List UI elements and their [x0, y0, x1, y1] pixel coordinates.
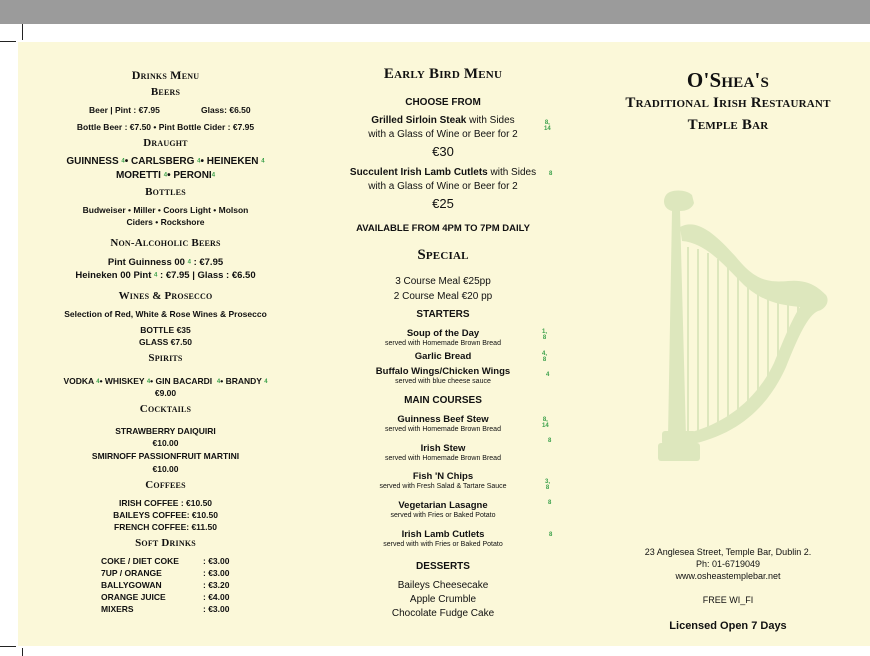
bottles-line-2: Ciders • Rockshore [126, 217, 205, 227]
draught-guinness: GUINNESS [66, 156, 119, 167]
allergen-code: 8 [548, 500, 552, 506]
soft-drink-row: MIXERS [101, 604, 134, 614]
beers-heading: Beers [150, 86, 181, 98]
wines-line: Selection of Red, White & Rose Wines & Prosecco [64, 309, 267, 319]
draught-heineken: HEINEKEN [206, 156, 259, 167]
main-name: Fish 'N Chips [412, 471, 474, 482]
soft-drink-row: BALLYGOWAN [101, 580, 162, 590]
crop-mark [0, 41, 16, 42]
coffee-2: BAILEYS COFFEE: €10.50 [113, 510, 218, 520]
cocktails-heading: Cocktails [139, 403, 192, 415]
bottles-line-1: Budweiser • Miller • Coors Light • Molson [82, 205, 249, 215]
brand-column [603, 42, 853, 646]
restaurant-location: Temple Bar [687, 117, 769, 133]
early-bird-title: Early Bird Menu [383, 66, 503, 82]
soft-drink-price: : €3.00 [203, 604, 230, 614]
early-item-2-price: €25 [432, 196, 454, 211]
early-item-2-desc: with a Glass of Wine or Beer for 2 [368, 181, 518, 192]
main-desc: served with Fresh Salad & Tartare Sauce [379, 483, 507, 490]
early-item-2: Succulent Irish Lamb Cutlets with Sides [349, 167, 537, 178]
starter-desc: served with Homemade Brown Bread [385, 340, 501, 347]
wifi-note: FREE WI_FI [702, 595, 754, 605]
main-name: Vegetarian Lasagne [398, 500, 488, 511]
main-desc: served with Fries or Baked Potato [390, 512, 496, 519]
draught-moretti: MORETTI [115, 170, 161, 181]
main-name: Guinness Beef Stew [397, 414, 489, 425]
starter-desc: served with blue cheese sauce [395, 378, 491, 385]
restaurant-name: O'Shea's [686, 68, 770, 92]
beer-pint-price: Beer | Pint : €7.95 [89, 105, 160, 115]
coffee-1: IRISH COFFEE : €10.50 [118, 498, 213, 508]
main-courses-heading: MAIN COURSES [404, 395, 482, 406]
soft-drink-row: 7UP / ORANGE [101, 568, 162, 578]
bottle-beer-price: Bottle Beer : €7.50 • Pint Bottle Cider : €7.95 [76, 122, 255, 132]
non-alcoholic-line-2: Heineken 00 Pint 4 : €7.95 | Glass : €6.50 [75, 270, 256, 281]
spirits-price: €9.00 [154, 388, 177, 398]
allergen-code: 8 [548, 438, 552, 444]
allergen-code: 4 [546, 372, 550, 378]
beer-glass-price: Glass: €6.50 [201, 105, 251, 115]
early-item-1-price: €30 [432, 144, 454, 159]
non-alcoholic-line-1: Pint Guinness 00 4 : €7.95 [107, 257, 224, 268]
drinks-column [28, 42, 303, 646]
draught-heading: Draught [143, 137, 188, 149]
wines-heading: Wines & Prosecco [118, 290, 213, 302]
early-item-1-desc: with a Glass of Wine or Beer for 2 [368, 129, 518, 140]
soft-drink-price: : €3.00 [203, 568, 230, 578]
restaurant-subtitle: Traditional Irish Restaurant [625, 95, 831, 111]
early-bird-column [343, 42, 553, 646]
spirits-heading: Spirits [148, 352, 183, 364]
soft-drink-price: : €3.20 [203, 580, 230, 590]
allergen-code: 8, 14 [542, 417, 549, 429]
crop-mark [22, 24, 23, 40]
starters-heading: STARTERS [416, 309, 470, 320]
draught-peroni: PERONI [173, 170, 212, 181]
coffee-3: FRENCH COFFEE: €11.50 [114, 522, 217, 532]
early-item-1: Grilled Sirloin Steak with Sides [371, 115, 515, 126]
special-title: Special [417, 247, 469, 263]
main-desc: served with Homemade Brown Bread [385, 455, 501, 462]
three-course-offer: 3 Course Meal €25pp [395, 276, 491, 287]
wine-bottle-price: BOTTLE €35 [140, 325, 191, 335]
allergen-code: 8 [549, 532, 553, 538]
cocktail-1-price: €10.00 [152, 438, 179, 448]
soft-drinks-heading: Soft Drinks [135, 537, 196, 549]
allergen-code: 8, 14 [544, 120, 551, 132]
main-name: Irish Stew [420, 443, 466, 454]
main-desc: served with with Fries or Baked Potato [383, 541, 503, 548]
cocktail-2: SMIRNOFF PASSIONFRUIT MARTINI [91, 451, 240, 461]
allergen-code: 1, 8 [542, 329, 548, 341]
main-desc: served with Homemade Brown Bread [385, 426, 501, 433]
phone: Ph: 01-6719049 [695, 559, 761, 569]
soft-drink-row: COKE / DIET COKE [101, 556, 179, 566]
allergen-code: 4, 8 [542, 351, 548, 363]
cocktail-1: STRAWBERRY DAIQUIRI [115, 426, 216, 436]
dessert-item: Baileys Cheesecake [397, 580, 489, 591]
soft-drink-price: : €4.00 [203, 592, 230, 602]
starter-name: Soup of the Day [406, 328, 480, 339]
wine-glass-price: GLASS €7.50 [139, 337, 192, 347]
cocktail-2-price: €10.00 [152, 464, 179, 474]
choose-from-label: CHOOSE FROM [405, 97, 481, 108]
soft-drink-price: : €3.00 [203, 556, 230, 566]
website-link[interactable]: www.osheastemplebar.net [675, 571, 781, 581]
starter-name: Buffalo Wings/Chicken Wings [375, 366, 511, 377]
menu-page [18, 42, 870, 646]
allergen-code: 3, 8 [545, 479, 551, 491]
allergen-code: 8 [549, 171, 553, 177]
spirits-line: VODKA 4• WHISKEY 4• GIN BACARDI 4• BRANDY 4 [63, 376, 268, 386]
draught-carlsberg: CARLSBERG [131, 156, 195, 167]
crop-mark [0, 646, 16, 647]
availability-note: AVAILABLE FROM 4PM TO 7PM DAILY [356, 223, 530, 234]
address: 23 Anglesea Street, Temple Bar, Dublin 2. [644, 547, 812, 557]
coffees-heading: Coffees [145, 479, 186, 491]
soft-drink-row: ORANGE JUICE [101, 592, 166, 602]
dessert-item: Chocolate Fudge Cake [391, 608, 495, 619]
dessert-item: Apple Crumble [409, 594, 477, 605]
harp-icon [658, 187, 833, 477]
desserts-heading: DESSERTS [416, 561, 470, 572]
two-course-offer: 2 Course Meal €20 pp [393, 291, 493, 302]
non-alcoholic-heading: Non-Alcoholic Beers [110, 237, 221, 249]
main-name: Irish Lamb Cutlets [401, 529, 485, 540]
licensed-note: Licensed Open 7 Days [669, 620, 787, 632]
draught-line-2: MORETTI 4• PERONI4 [115, 170, 216, 181]
starter-name: Garlic Bread [414, 351, 472, 362]
drinks-title: Drinks Menu [131, 68, 200, 82]
top-bar [0, 0, 870, 24]
draught-line-1: GUINNESS 4• CARLSBERG 4• HEINEKEN 4 [66, 156, 265, 167]
bottles-heading: Bottles [145, 186, 186, 198]
crop-mark [22, 648, 23, 656]
